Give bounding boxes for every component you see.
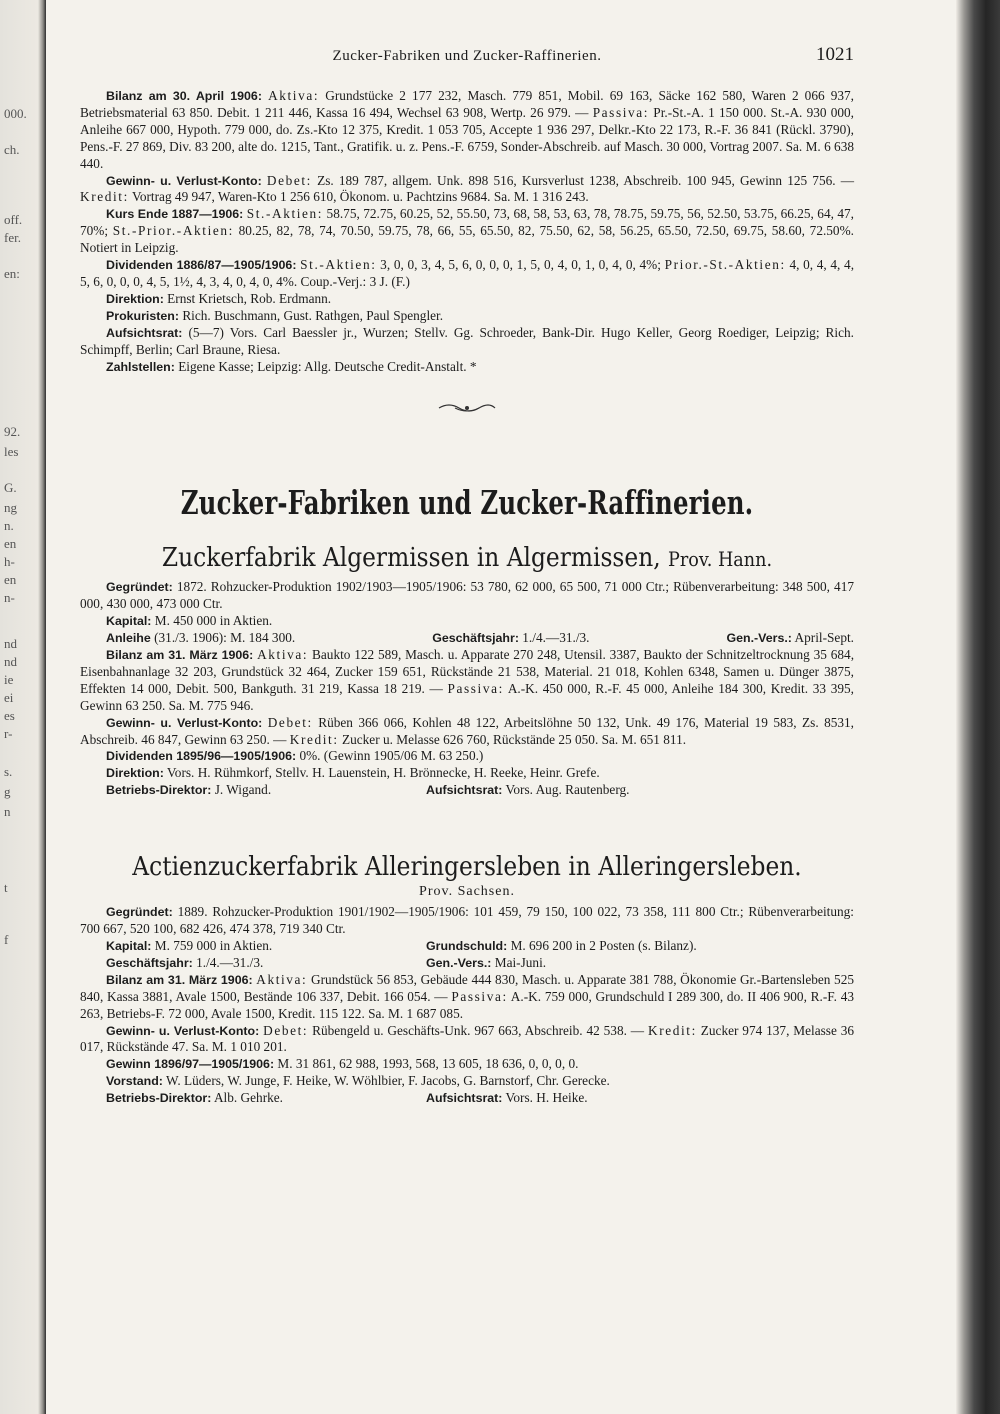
margin-fragment: s. xyxy=(4,764,13,779)
gewinn-label: Gewinn 1896/97—1905/1906: xyxy=(106,1057,275,1072)
document-page xyxy=(80,40,854,1107)
bilanz-aktiva-text: Baukto 122 589, Masch. u. Apparate 270 248, Utensil. 3387, Baukto der Schnitzeltrocknung 35 684, Eisenbahnanlage 32 203, Grundstück 32 464, Zucker 159 651, Rückstände 21 538, Material. 21 018, Kohlen 6348, Samen u. Dünger 3875, Effekten 14 000, Debit. 500, Bankguth. 31 219, Kassa 18 219. — xyxy=(80,647,855,696)
aufsichtsrat-cell xyxy=(400,1090,588,1107)
passiva-word: Passiva: xyxy=(451,988,508,1004)
gen-vers-cell xyxy=(400,955,546,972)
aufsichtsrat-label: Aufsichtsrat: xyxy=(106,325,183,340)
kurs-prior-text: 80.25, 82, 78, 74, 70.50, 59.75, 78, 66, 55, 65.50, 82, 75.50, 62, 58, 56.25, 65.50, 72.50, 69.75, 58.60, 72.50%. Notiert in Leipzig. xyxy=(80,223,854,256)
prokuristen-text: Rich. Buschmann, Gust. Rathgen, Paul Spengler. xyxy=(182,307,444,323)
st-aktien-word: St.-Aktien: xyxy=(300,257,377,273)
gewinn-verlust-label: Gewinn- u. Verlust-Konto: xyxy=(106,1023,260,1038)
gen-vers-text: Mai-Juni. xyxy=(494,954,547,970)
margin-fragment: ch. xyxy=(4,142,20,157)
kapital-paragraph xyxy=(80,613,854,630)
direktion-text: Ernst Krietsch, Rob. Erdmann. xyxy=(167,290,332,306)
gen-vers-text: April-Sept. xyxy=(794,630,854,646)
geschaeftsjahr-label: Geschäftsjahr: xyxy=(432,631,519,646)
margin-fragment: en: xyxy=(4,266,20,281)
margin-fragment: 000. xyxy=(4,106,27,121)
prokuristen-paragraph xyxy=(80,308,854,325)
aktiva-word: Aktiva: xyxy=(268,88,320,103)
margin-fragment: G. xyxy=(4,480,17,495)
gegruendet-text: 1872. Rohzucker-Produktion 1902/1903—1905/1906: 53 780, 62 000, 65 500, 71 000 Ctr.; Rübenverarbeitung: 348 500, 417 000, 430 000, 473 000 Ctr. xyxy=(80,579,854,612)
gen-vers-label: Gen.-Vers.: xyxy=(726,631,792,646)
debet-text: Rübengeld u. Geschäfts-Unk. 967 663, Abschreib. 42 538. — xyxy=(312,1022,645,1038)
anleihe-text: (31./3. 1906): M. 184 300. xyxy=(154,630,296,646)
aktiva-word: Aktiva: xyxy=(257,647,309,663)
flourish-icon xyxy=(437,401,497,415)
margin-fragment: r- xyxy=(4,726,13,741)
bilanz-label: Bilanz am 30. April 1906: xyxy=(106,89,262,103)
geschaeftsjahr-label: Geschäftsjahr: xyxy=(106,955,193,970)
gegruendet-label: Gegründet: xyxy=(106,905,173,920)
margin-fragment: ie xyxy=(4,672,14,687)
gen-vers-label: Gen.-Vers.: xyxy=(426,955,492,970)
anleihe-cell xyxy=(80,630,295,647)
geschaeftsjahr-cell xyxy=(80,955,400,972)
margin-fragment: g xyxy=(4,784,11,799)
gewinn-verlust-paragraph xyxy=(80,173,854,207)
kredit-text: Zucker u. Melasse 626 760, Rückstände 25 050. Sa. M. 651 811. xyxy=(341,731,687,747)
margin-fragment: h- xyxy=(4,554,15,569)
margin-fragment: en xyxy=(4,536,17,551)
div-prior-text: 4, 0, 4, 4, 4, 5, 6, 0, 0, 0, 4, 5, 1½, 4, 3, 4, 0, 4, 0, 4%. Coup.-Verj.: 3 J. (F.) xyxy=(80,257,855,289)
bilanz-passiva-text: A.-K. 759 000, Grundschuld I 289 300, do. II 406 900, R.-F. 43 263, Betriebs-F. 72 000, Avale 1500, Kredit. 115 122. Sa. M. 1 687 085. xyxy=(80,988,854,1021)
prokuristen-label: Prokuristen: xyxy=(106,308,179,323)
margin-fragment: n. xyxy=(4,518,14,533)
dividenden-paragraph xyxy=(80,748,854,765)
div-st-text: 3, 0, 0, 3, 4, 5, 6, 0, 0, 0, 1, 5, 0, 4, 0, 1, 0, 4, 0, 4%; xyxy=(380,257,661,273)
margin-fragment: es xyxy=(4,708,15,723)
margin-fragment: n- xyxy=(4,590,15,605)
right-binding-edge xyxy=(956,0,1000,1414)
bilanz-aktiva-text: Grundstück 56 853, Gebäude 444 830, Masch. u. Apparate 381 788, Ökonomie Gr.-Bartensleben 525 840, Kassa 3881, Avale 1500, Bestände 106 337, Debit. 166 054. — xyxy=(80,971,855,1004)
prior-aktien-word: St.-Prior.-Aktien: xyxy=(112,223,234,239)
st-aktien-word: St.-Aktien: xyxy=(246,206,324,222)
aktiva-word: Aktiva: xyxy=(256,971,308,987)
company-name: Actienzuckerfabrik Alleringersleben in Alleringersleben. xyxy=(132,851,802,883)
grundschuld-label: Grundschuld: xyxy=(426,939,508,953)
passiva-word: Passiva: xyxy=(447,680,504,696)
gewinn-verlust-label: Gewinn- u. Verlust-Konto: xyxy=(106,173,262,188)
margin-fragment: 92. xyxy=(4,424,21,439)
kapital-text: M. 450 000 in Aktien. xyxy=(154,613,273,629)
vorstand-text: W. Lüders, W. Junge, F. Heike, W. Wöhlbier, F. Jacobs, G. Barnstorf, Chr. Gerecke. xyxy=(166,1073,610,1089)
bilanz-label: Bilanz am 31. März 1906: xyxy=(106,972,253,987)
bilanz-aktiva-text: Grundstücke 2 177 232, Masch. 779 851, Mobil. 69 163, Säcke 162 580, Waren 2 066 937, Betriebsmaterial 63 850. Debit. 1 211 446, Kassa 16 494, Wechsel 63 908, Wertp. 26 979. — xyxy=(80,88,854,120)
margin-fragment: nd xyxy=(4,654,17,669)
bilanz-passiva-text: A.-K. 450 000, R.-F. 45 000, Anleihe 184 300, Kredit. 33 395, Gewinn 63 250. Sa. M. 775 946. xyxy=(80,680,854,713)
betriebs-direktor-text: J. Wigand. xyxy=(214,782,272,798)
ornament-divider xyxy=(80,401,854,421)
margin-fragment: ei xyxy=(4,690,14,705)
prior-st-aktien-word: Prior.-St.-Aktien: xyxy=(664,257,786,273)
betriebs-row xyxy=(80,782,854,799)
zahlstellen-text: Eigene Kasse; Leipzig: Allg. Deutsche Credit-Anstalt. * xyxy=(178,358,477,374)
kredit-text: Vortrag 49 947, Waren-Kto 1 256 610, Ökonom. u. Pachtzins 9684. Sa. M. 1 316 243. xyxy=(131,189,589,205)
margin-fragment: ng xyxy=(4,500,17,515)
zahlstellen-label: Zahlstellen: xyxy=(106,359,175,374)
geschaeftsjahr-cell xyxy=(406,630,589,647)
vorstand-paragraph xyxy=(80,1073,854,1090)
previous-page-margin xyxy=(0,0,42,1414)
betriebs-direktor-label: Betriebs-Direktor: xyxy=(106,783,212,798)
geschaeftsjahr-text: 1./4.—31./3. xyxy=(522,630,590,646)
gewinn-verlust-paragraph xyxy=(80,1023,854,1057)
gewinn-verlust-label: Gewinn- u. Verlust-Konto: xyxy=(106,715,263,730)
kurs-label: Kurs Ende 1887—1906: xyxy=(106,207,244,222)
running-title: Zucker-Fabriken und Zucker-Raffinerien. xyxy=(332,48,602,64)
direktion-text: Vors. H. Rühmkorf, Stellv. H. Lauenstein, H. Brönnecke, H. Reeke, Heinr. Grefe. xyxy=(166,765,600,781)
bilanz-label: Bilanz am 31. März 1906: xyxy=(106,648,254,663)
kredit-word: Kredit: xyxy=(289,731,339,747)
margin-fragment: fer. xyxy=(4,230,21,245)
margin-fragment: n xyxy=(4,804,11,819)
aufsichtsrat-paragraph xyxy=(80,325,854,359)
dividenden-text: 0%. (Gewinn 1905/06 M. 63 250.) xyxy=(299,748,484,764)
betriebs-direktor-label: Betriebs-Direktor: xyxy=(106,1091,212,1106)
bilanz-paragraph xyxy=(80,972,854,1023)
kapital-row xyxy=(80,938,854,955)
company-title xyxy=(126,851,807,882)
kapital-cell xyxy=(80,938,400,955)
debet-word: Debet: xyxy=(267,714,313,730)
geschaeftsjahr-row xyxy=(80,955,854,972)
entry-continued xyxy=(80,88,854,375)
gewinn-paragraph xyxy=(80,1056,854,1073)
dividenden-label: Dividenden 1895/96—1905/1906: xyxy=(106,749,297,764)
kurs-paragraph xyxy=(80,206,854,257)
company-entry xyxy=(80,904,854,1107)
vorstand-label: Vorstand: xyxy=(106,1074,163,1089)
gewinn-text: M. 31 861, 62 988, 1993, 568, 13 605, 18 636, 0, 0, 0, 0. xyxy=(277,1056,579,1072)
gegruendet-paragraph xyxy=(80,904,854,938)
bilanz-paragraph xyxy=(80,647,854,715)
running-head xyxy=(80,40,854,72)
betriebs-cell xyxy=(80,1090,400,1107)
kredit-word: Kredit: xyxy=(80,189,129,205)
kurs-st-text: 58.75, 72.75, 60.25, 52, 55.50, 73, 68, 58, 53, 63, 78, 78.75, 59.75, 56, 52.50, 53.75, 66.25, 64, 47, 70%; xyxy=(80,206,854,239)
aufsichtsrat-text: (5—7) Vors. Carl Baessler jr., Wurzen; Stellv. Gg. Schroeder, Bank-Dir. Hugo Keller, Georg Roediger, Leipzig; Rich. Schimpff, Berlin; Carl Braune, Riesa. xyxy=(80,324,854,357)
company-name: Zuckerfabrik Algermissen in Algermissen, xyxy=(161,542,661,574)
bilanz-passiva-text: Pr.-St.-A. 1 150 000. St.-A. 930 000, Anleihe 667 000, Hypoth. 779 000, do. Zs.-Kto 12 375, Kredit. 1 053 705, Accepte 1 936 297, Delkr.-Kto 22 173, R.-F. 36 841 (Rückl. 3790), Pens.-F. 27 869, Div. 83 200, alte do. 1215, Tant., Gratifik. u. z. Pens.-F. 6759, Sonder-Abschreib. auf Masch. 30 000, Vortrag 2007. Sa. M. 6 638 440. xyxy=(80,104,855,171)
margin-fragment: t xyxy=(4,880,8,895)
gegruendet-label: Gegründet: xyxy=(106,580,173,595)
dividenden-paragraph xyxy=(80,257,854,291)
margin-fragment: nd xyxy=(4,636,17,651)
aufsichtsrat-text: Vors. Aug. Rautenberg. xyxy=(505,782,630,798)
company-province: Prov. Hann. xyxy=(668,547,773,572)
gegruendet-text: 1889. Rohzucker-Produktion 1901/1902—1905/1906: 101 459, 79 150, 100 022, 73 358, 111 800 Ctr.; Rübenverarbeitung: 700 667, 520 100, 682 426, 474 378, 719 340 Ctr. xyxy=(80,904,854,937)
anleihe-row xyxy=(80,630,854,647)
betriebs-row xyxy=(80,1090,854,1107)
gegruendet-paragraph xyxy=(80,579,854,613)
kapital-text: M. 759 000 in Aktien. xyxy=(154,938,273,953)
company-title xyxy=(126,542,807,573)
margin-fragment: les xyxy=(4,444,19,459)
page-number: 1021 xyxy=(816,44,854,65)
aufsichtsrat-label: Aufsichtsrat: xyxy=(426,783,503,798)
company-province: Prov. Sachsen. xyxy=(419,884,515,900)
betriebs-direktor-text: Alb. Gehrke. xyxy=(213,1090,284,1106)
betriebs-cell xyxy=(80,782,400,799)
kapital-label: Kapital: xyxy=(106,614,152,629)
direktion-paragraph xyxy=(80,291,854,308)
margin-fragment: off. xyxy=(4,212,23,227)
gen-vers-cell xyxy=(701,630,854,647)
section-title: Zucker-Fabriken und Zucker-Raffinerien. xyxy=(180,483,754,523)
margin-fragment: en xyxy=(4,572,17,587)
anleihe-label: Anleihe xyxy=(106,631,151,646)
debet-text: Zs. 189 787, allgem. Unk. 898 516, Kursverlust 1238, Abschreib. 100 945, Gewinn 125 756. — xyxy=(317,172,855,188)
aufsichtsrat-text: Vors. H. Heike. xyxy=(505,1090,588,1106)
grundschuld-text: M. 696 200 in 2 Posten (s. Bilanz). xyxy=(510,938,697,953)
aufsichtsrat-label: Aufsichtsrat: xyxy=(426,1091,503,1106)
kredit-text: Zucker 974 137, Melasse 36 017, Rückstände 47. Sa. M. 1 010 201. xyxy=(80,1022,855,1055)
direktion-paragraph xyxy=(80,765,854,782)
dividenden-label: Dividenden 1886/87—1905/1906: xyxy=(106,258,297,273)
debet-word: Debet: xyxy=(266,172,312,188)
kredit-word: Kredit: xyxy=(648,1022,697,1038)
geschaeftsjahr-text: 1./4.—31./3. xyxy=(196,954,264,970)
company-entry xyxy=(80,579,854,799)
passiva-word: Passiva: xyxy=(592,104,650,120)
margin-fragment: f xyxy=(4,932,9,947)
bilanz-paragraph xyxy=(80,88,854,173)
direktion-label: Direktion: xyxy=(106,291,164,306)
direktion-label: Direktion: xyxy=(106,766,164,781)
grundschuld-cell xyxy=(400,938,697,955)
kapital-label: Kapital: xyxy=(106,939,152,953)
gewinn-verlust-paragraph xyxy=(80,715,854,749)
zahlstellen-paragraph xyxy=(80,359,854,376)
debet-word: Debet: xyxy=(263,1022,309,1038)
debet-text: Rüben 366 066, Kohlen 48 122, Arbeitslöhne 50 132, Unk. 49 176, Material 19 583, Zs. 8531, Abschreib. 46 847, Gewinn 63 250. — xyxy=(80,714,854,747)
aufsichtsrat-cell xyxy=(400,782,630,799)
